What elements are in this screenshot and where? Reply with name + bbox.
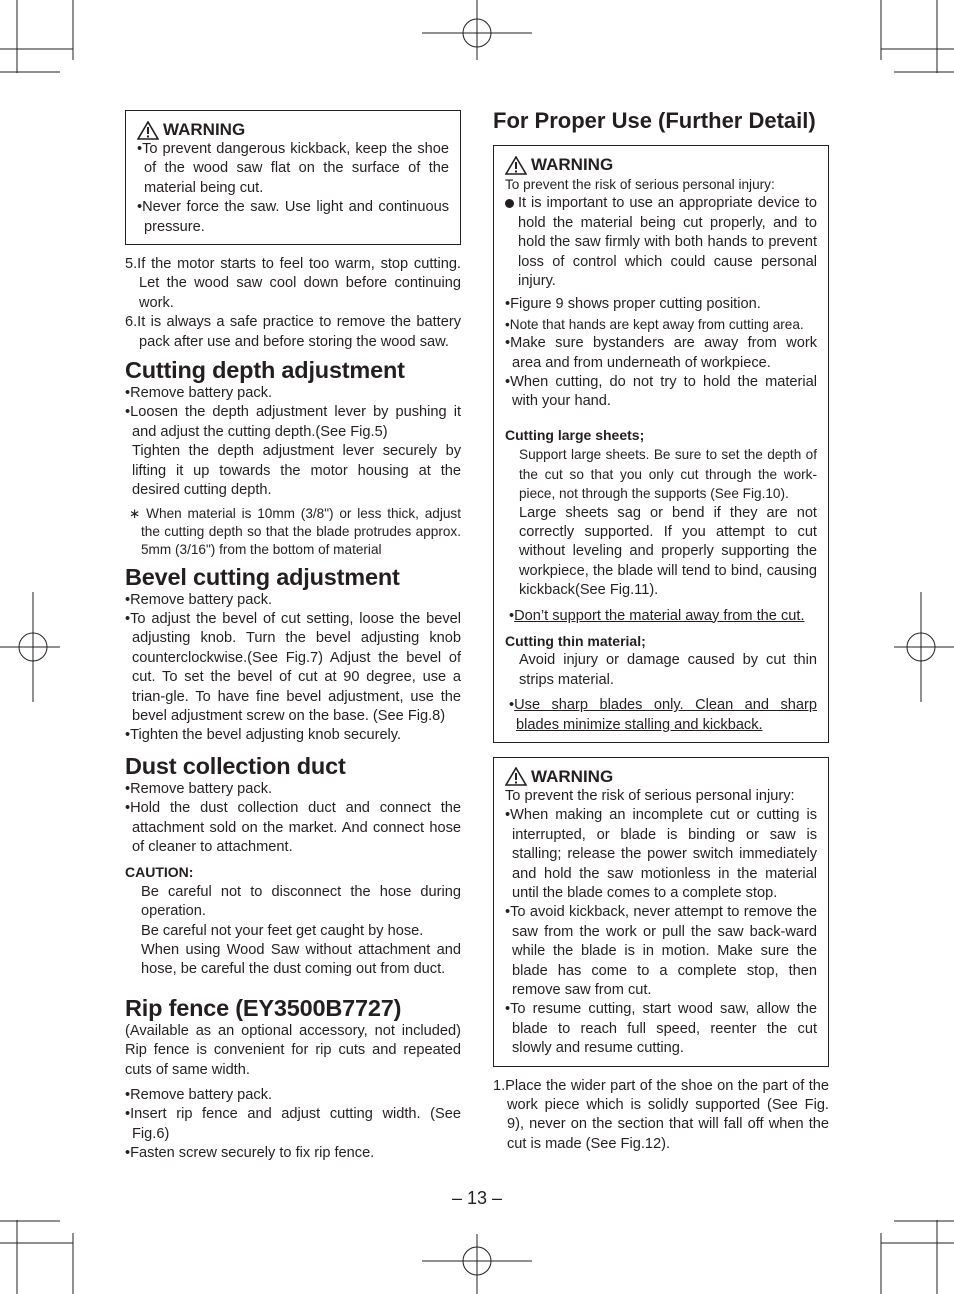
warning-heading [505, 155, 817, 175]
warning-label: WARNING [163, 120, 246, 139]
paragraph: Large sheets sag or bend if they are not correctly supported. If you attempt to cut without leveling and properly supporting the workpiece, the blade will tend to bind, causing kickback(See Fig.11). [519, 504, 817, 599]
paragraph: Tighten the depth adjustment lever securely by lifting it up towards the motor housing at the desired cutting depth. [132, 443, 461, 499]
list-item: •Hold the dust collection duct and connect the attachment sold on the market. And connect hose of cleaner to attachment. [125, 800, 461, 855]
bullet-dot-icon [505, 199, 514, 208]
warning-intro: To prevent the risk of serious personal injury: [505, 787, 795, 804]
note: ∗ When material is 10mm (3/8") or less thick, adjust the cutting depth so that the blade protrudes approx. 5mm (3/16") from the bottom of material [129, 505, 461, 557]
list-item: •To adjust the bevel of cut setting, loose the bevel adjusting knob. Turn the bevel adjusting knob counterclockwise.(See Fig.7) Adjust the bevel of cut. To set the bevel of cut at 90 degree, use a trian-gle. To have fine bevel adjustment, use the bevel adjustment screw on the base. (See Fig.8) [125, 610, 461, 724]
warning-item: •To prevent dangerous kickback, keep the shoe of the wood saw flat on the surface of the material being cut. [137, 141, 449, 196]
left-column [125, 110, 461, 1164]
warning-triangle-icon [137, 121, 159, 140]
paragraph: (Available as an optional accessory, not included) Rip fence is convenient for rip cuts and repeated cuts of same width. [125, 1022, 461, 1078]
paragraph: Avoid injury or damage caused by cut thin strips material. [519, 652, 817, 688]
warning-triangle-icon [505, 156, 527, 175]
warning-intro: To prevent the risk of serious personal injury: [505, 177, 775, 192]
list-item: •To resume cutting, start wood saw, allow the blade to reach full speed, reenter the cut slowly and resume cutting. [505, 1001, 817, 1057]
warning-heading [505, 767, 817, 787]
paragraph: Support large sheets. Be sure to set the depth of the cut so that you only cut through the work-piece, not through the supports (See Fig.10). [519, 447, 817, 502]
section-title-bevel: Bevel cutting adjustment [125, 563, 400, 590]
caution-line: Be careful not to disconnect the hose during operation. [141, 883, 461, 920]
list-item: •When making an incomplete cut or cutting is interrupted, or blade is binding or saw is stalling; release the power switch immediately and hold the saw motionless in the material until the blade comes to a complete stop. [505, 807, 817, 901]
warning-label: WARNING [531, 155, 614, 174]
right-column [493, 107, 829, 1154]
numbered-item: 6.It is always a safe practice to remove the battery pack after use and before storing the wood saw. [125, 314, 461, 350]
warning-heading [137, 120, 449, 140]
underlined-note: Use sharp blades only. Clean and sharp blades minimize stalling and kickback. [514, 697, 817, 733]
warning-triangle-icon [505, 767, 527, 786]
page-title: For Proper Use (Further Detail) [493, 108, 816, 133]
list-item: •When cutting, do not try to hold the material with your hand. [505, 374, 817, 410]
bullet-item [505, 194, 817, 291]
list-item: •Fasten screw securely to fix rip fence. [125, 1145, 375, 1162]
warning-item: •Never force the saw. Use light and continuous pressure. [137, 199, 449, 235]
list-item: •Remove battery pack. [125, 385, 273, 402]
numbered-item: 1.Place the wider part of the shoe on the part of the work piece which is solidly supported (See Fig. 9), never on the section that will fall off when the cut is made (See Fig.12). [493, 1077, 829, 1152]
underlined-note: Don’t support the material away from the cut. [514, 607, 805, 624]
subheading-large-sheets: Cutting large sheets; [505, 426, 645, 443]
section-title-dust: Dust collection duct [125, 752, 346, 779]
caution-line: When using Wood Saw without attachment and hose, be careful the dust coming out from duct. [141, 942, 461, 978]
section-title-rip-fence: Rip fence (EY3500B7727) [125, 994, 402, 1021]
list-item: •Remove battery pack. [125, 780, 273, 797]
list-item: •Remove battery pack. [125, 591, 273, 608]
list-item: •Remove battery pack. [125, 1087, 273, 1104]
caution-label: CAUTION: [125, 864, 194, 881]
page-number: – 13 – [451, 1188, 503, 1208]
list-item: •Figure 9 shows proper cutting position. [505, 296, 761, 313]
section-title-cutting-depth: Cutting depth adjustment [125, 357, 405, 384]
bullet-text: It is important to use an appropriate device to hold the material being cut properly, and to hold the saw firmly with both hands to prevent loss of control which could cause personal injury. [518, 195, 817, 290]
list-item: •Tighten the bevel adjusting knob securely. [125, 727, 402, 744]
warning-label: WARNING [531, 766, 614, 786]
list-item: •Insert rip fence and adjust cutting width. (See Fig.6) [125, 1106, 461, 1142]
warning-box-2 [493, 757, 829, 1067]
numbered-item: 5.If the motor starts to feel too warm, stop cutting. Let the wood saw cool down before continuing work. [125, 256, 461, 311]
list-item: •To avoid kickback, never attempt to remove the saw from the work or pull the saw back-ward while the blade is in motion. Make sure the blade has come to a complete stop, then remove saw from cut. [505, 904, 817, 999]
list-item: •Don’t support the material away from the cut. [509, 607, 805, 624]
warning-box [125, 110, 461, 245]
list-item: •Loosen the depth adjustment lever by pushing it and adjust the cutting depth.(See Fig.5) [125, 404, 461, 440]
caution-line: Be careful not your feet get caught by hose. [141, 922, 424, 939]
warning-box-1 [493, 145, 829, 743]
list-item: •Note that hands are kept away from cutting area. [505, 316, 804, 332]
subheading-thin-material: Cutting thin material; [505, 632, 646, 649]
list-item: •Use sharp blades only. Clean and sharp blades minimize stalling and kickback. [509, 697, 817, 733]
list-item: •Make sure bystanders are away from work area and from underneath of workpiece. [505, 335, 817, 371]
